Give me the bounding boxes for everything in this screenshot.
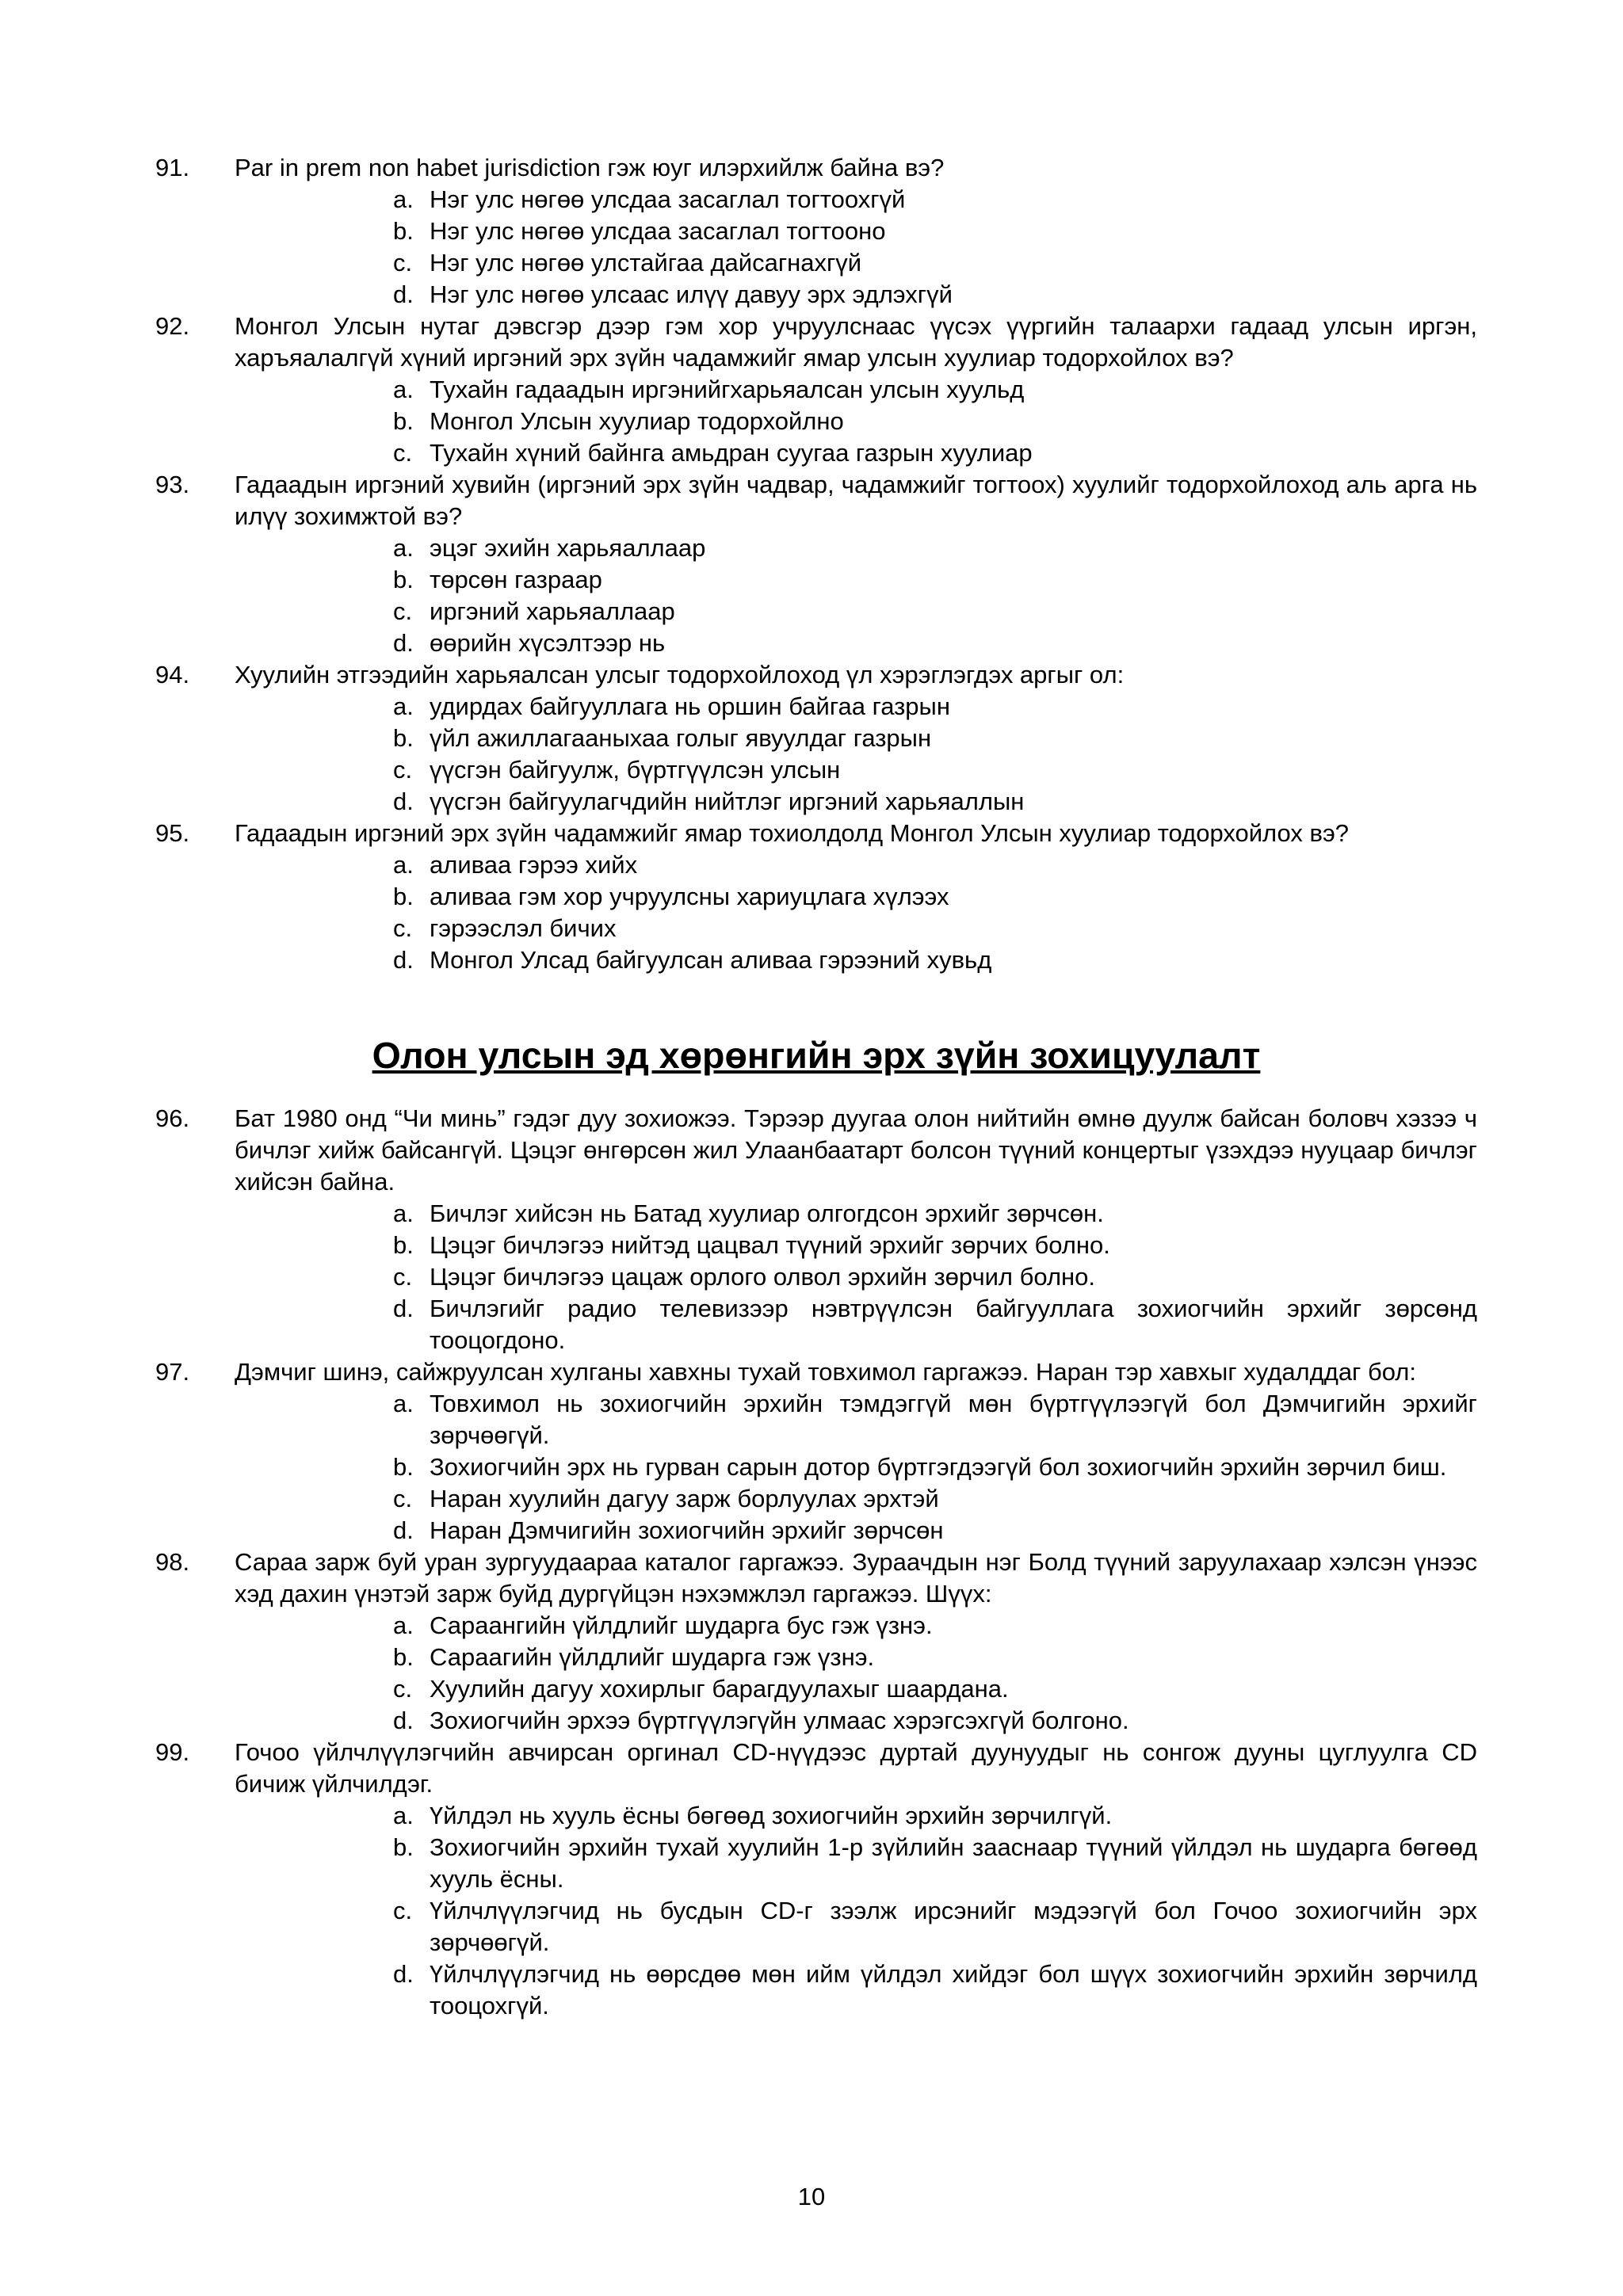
option-letter: a. [393,1611,414,1639]
questions-block-2 [155,1103,1477,2022]
answer-options [235,1800,1477,2022]
option-text: өөрийн хүсэлтээр нь [430,629,666,657]
option-letter: a. [393,851,414,879]
answer-option [393,1832,1477,1895]
option-letter: a. [393,1199,414,1227]
question-text: Гадаадын иргэний хувийн (иргэний эрх зүйн чадвар, чадамжийг тогтоох) хуулийг тодорхойлоход аль арга нь илүү зохимжтой вэ? [235,471,1477,530]
option-letter: d. [393,1516,414,1544]
answer-option [393,279,1477,311]
option-text: Нэг улс нөгөө улсдаа засаглал тогтооно [430,217,886,245]
option-letter: a. [393,1802,414,1829]
option-letter: d. [393,629,414,657]
answer-options [235,374,1477,469]
option-text: Цэцэг бичлэгээ цацаж орлого олвол эрхийн зөрчил болно. [430,1263,1096,1291]
question-item [155,469,1477,659]
option-text: Цэцэг бичлэгээ нийтэд цацвал түүний эрхийг зөрчих болно. [430,1231,1110,1259]
option-text: Бичлэг хийсэн нь Батад хуулиар олгогдсон эрхийг зөрчсөн. [430,1199,1104,1227]
question-item [155,152,1477,311]
option-letter: b. [393,1231,414,1259]
option-text: Наран хуулийн дагуу зарж борлуулах эрхтэй [430,1485,939,1512]
question-text: Дэмчиг шинэ, сайжруулсан хулганы хавхны тухай товхимол гаргажээ. Наран тэр хавхыг худалддаг бол: [235,1358,1416,1386]
option-letter: a. [393,185,414,213]
option-text: Үйлчлүүлэгчид нь бусдын CD-г зээлж ирсэнийг мэдээгүй бол Гочоо зохиогчийн эрх зөрчөөгүй. [430,1897,1477,1956]
question-number: 95. [155,819,190,847]
option-letter: d. [393,1960,414,1988]
option-text: Бичлэгийг радио телевизээр нэвтрүүлсэн байгууллага зохиогчийн эрхийг зөрсөнд тооцогдоно. [430,1295,1477,1354]
option-text: аливаа гэрээ хийх [430,851,638,879]
option-text: Сараангийн үйлдлийг шударга бус гэж үзнэ. [430,1611,933,1639]
answer-option [393,627,1477,659]
option-text: Зохиогчийн эрхээ бүртгүүлэгүйн улмаас хэрэгсэхгүй болгоно. [430,1707,1129,1734]
question-number: 99. [155,1738,190,1766]
section-title: Олон улсын эд хөрөнгийн эрх зүйн зохицуулалт [372,1035,1261,1076]
option-text: Товхимол нь зохиогчийн эрхийн тэмдэггүй мөн бүртгүүлээгүй бол Дэмчигийн эрхийг зөрчөөгүй. [430,1390,1477,1449]
answer-option [393,1705,1477,1737]
answer-option [393,215,1477,247]
option-letter: d. [393,280,414,308]
option-text: Нэг улс нөгөө улсдаа засаглал тогтоохгүй [430,185,906,213]
answer-options [235,1198,1477,1356]
option-text: Наран Дэмчигийн зохиогчийн эрхийг зөрчсөн [430,1516,944,1544]
section-spacer [155,976,1477,1039]
option-letter: b. [393,566,414,593]
option-letter: d. [393,946,414,974]
option-text: иргэний харьяаллаар [430,597,675,625]
option-letter: b. [393,1833,414,1861]
answer-option [393,437,1477,469]
option-text: гэрээслэл бичих [430,914,617,942]
question-text: Par in prem non habet jurisdiction гэж юуг илэрхийлж байна вэ? [235,154,945,181]
answer-option [393,1483,1477,1515]
question-text: Гочоо үйлчлүүлэгчийн авчирсан оргинал CD-нүүдээс дуртай дуунуудыг нь сонгож дууны цуглуулга CD бичиж үйлчилдэг. [235,1738,1477,1798]
answer-option [393,1230,1477,1261]
answer-option [393,1515,1477,1547]
answer-options [235,1610,1477,1737]
question-item [155,1737,1477,2022]
answer-option [393,913,1477,944]
question-number: 91. [155,154,190,181]
option-letter: c. [393,1897,413,1924]
question-text: Монгол Улсын нутаг дэвсгэр дээр гэм хор учруулснаас үүсэх үүргийн талаархи гадаад улсын иргэн, харъяалалгүй хүний иргэний эрх зүйн чадамжийг ямар улсын хуулиар тодорхойлох вэ? [235,312,1477,372]
option-letter: c. [393,756,413,784]
option-text: Зохиогчийн эрх нь гурван сарын дотор бүртгэгдээгүй бол зохиогчийн эрхийн зөрчил биш. [430,1453,1447,1481]
option-letter: b. [393,1643,414,1671]
answer-option [393,723,1477,754]
question-number: 94. [155,661,190,688]
answer-option [393,1388,1477,1451]
answer-option [393,786,1477,818]
option-text: үүсгэн байгуулж, бүртгүүлсэн улсын [430,756,841,784]
answer-options [235,691,1477,818]
answer-option [393,374,1477,406]
answer-option [393,1673,1477,1705]
answer-option [393,596,1477,627]
answer-option [393,691,1477,723]
answer-option [393,1198,1477,1230]
option-letter: b. [393,407,414,435]
answer-option [393,849,1477,881]
option-letter: c. [393,1263,413,1291]
option-letter: a. [393,692,414,720]
answer-option [393,881,1477,913]
option-text: Сараагийн үйлдлийг шударга гэж үзнэ. [430,1643,875,1671]
option-text: Нэг улс нөгөө улстайгаа дайсагнахгүй [430,249,862,277]
option-letter: b. [393,883,414,910]
answer-option [393,247,1477,279]
option-text: үйл ажиллагааныхаа голыг явуулдаг газрын [430,724,932,752]
option-letter: d. [393,1707,414,1734]
option-letter: a. [393,534,414,562]
question-number: 92. [155,312,190,340]
answer-option [393,944,1477,976]
question-item [155,1103,1477,1356]
option-letter: b. [393,217,414,245]
option-text: аливаа гэм хор учруулсны хариуцлага хүлээх [430,883,949,910]
option-letter: c. [393,1485,413,1512]
option-letter: a. [393,376,414,403]
option-text: эцэг эхийн харьяаллаар [430,534,706,562]
page-number: 10 [797,2183,826,2210]
option-text: удирдах байгууллага нь оршин байгаа газрын [430,692,950,720]
answer-option [393,1800,1477,1832]
option-text: Үйлдэл нь хууль ёсны бөгөөд зохиогчийн эрхийн зөрчилгүй. [430,1802,1113,1829]
question-number: 97. [155,1358,190,1386]
option-letter: c. [393,597,413,625]
questions-block-1 [155,152,1477,976]
option-letter: c. [393,439,413,467]
answer-options [235,184,1477,311]
option-text: Хуулийн дагуу хохирлыг барагдуулахыг шаардана. [430,1675,1009,1703]
question-item [155,1547,1477,1737]
option-letter: b. [393,724,414,752]
answer-option [393,1610,1477,1642]
option-text: үүсгэн байгуулагчдийн нийтлэг иргэний харьяаллын [430,788,1025,815]
question-text: Хуулийн этгээдийн харьяалсан улсыг тодорхойлоход үл хэрэглэгдэх аргыг ол: [235,661,1125,688]
answer-option [393,1293,1477,1356]
answer-options [235,1388,1477,1547]
question-number: 96. [155,1104,190,1132]
answer-options [235,532,1477,659]
question-item [155,659,1477,818]
answer-option [393,1642,1477,1673]
option-text: Үйлчлүүлэгчид нь өөрсдөө мөн ийм үйлдэл хийдэг бол шүүх зохиогчийн эрхийн зөрчилд тооцохгүй. [430,1960,1477,2019]
answer-option [393,532,1477,564]
answer-option [393,1895,1477,1958]
question-item [155,818,1477,976]
option-text: Тухайн гадаадын иргэнийгхарьяалсан улсын хуульд [430,376,1025,403]
option-letter: d. [393,788,414,815]
question-text: Бат 1980 онд “Чи минь” гэдэг дуу зохиожээ. Тэрээр дуугаа олон нийтийн өмнө дуулж байсан боловч хэзээ ч бичлэг хийж байсангүй. Цэцэг өнгөрсөн жил Улаанбаатарт болсон түүний концертыг үзэхдээ нууцаар бичлэг хийсэн байна. [235,1104,1477,1196]
option-text: төрсөн газраар [430,566,602,593]
answer-option [393,184,1477,215]
option-letter: d. [393,1295,414,1322]
page-content [155,152,1477,2022]
answer-option [393,406,1477,437]
option-letter: c. [393,249,413,277]
answer-option [393,1261,1477,1293]
option-letter: c. [393,914,413,942]
answer-option [393,1451,1477,1483]
answer-option [393,564,1477,596]
answer-options [235,849,1477,976]
option-letter: b. [393,1453,414,1481]
question-number: 98. [155,1548,190,1576]
option-text: Монгол Улсын хуулиар тодорхойлно [430,407,844,435]
answer-option [393,1958,1477,2022]
option-text: Монгол Улсад байгуулсан аливаа гэрээний хувьд [430,946,992,974]
question-item [155,1356,1477,1547]
option-text: Зохиогчийн эрхийн тухай хуулийн 1-р зүйлийн зааснаар түүний үйлдэл нь шударга бөгөөд хууль ёсны. [430,1833,1477,1893]
option-text: Тухайн хүний байнга амьдран суугаа газрын хуулиар [430,439,1033,467]
question-text: Сараа зарж буй уран зургуудаараа каталог гаргажээ. Зураачдын нэг Болд түүний заруулахаар хэлсэн үнээс хэд дахин үнэтэй зарж буйд дургүйцэн нэхэмжлэл гаргажээ. Шүүх: [235,1548,1477,1608]
option-letter: a. [393,1390,414,1417]
question-item [155,311,1477,469]
option-text: Нэг улс нөгөө улсаас илүү давуу эрх эдлэхгүй [430,280,953,308]
answer-option [393,754,1477,786]
question-text: Гадаадын иргэний эрх зүйн чадамжийг ямар тохиолдолд Монгол Улсын хуулиар тодорхойлох вэ? [235,819,1350,847]
question-number: 93. [155,471,190,498]
option-letter: c. [393,1675,413,1703]
